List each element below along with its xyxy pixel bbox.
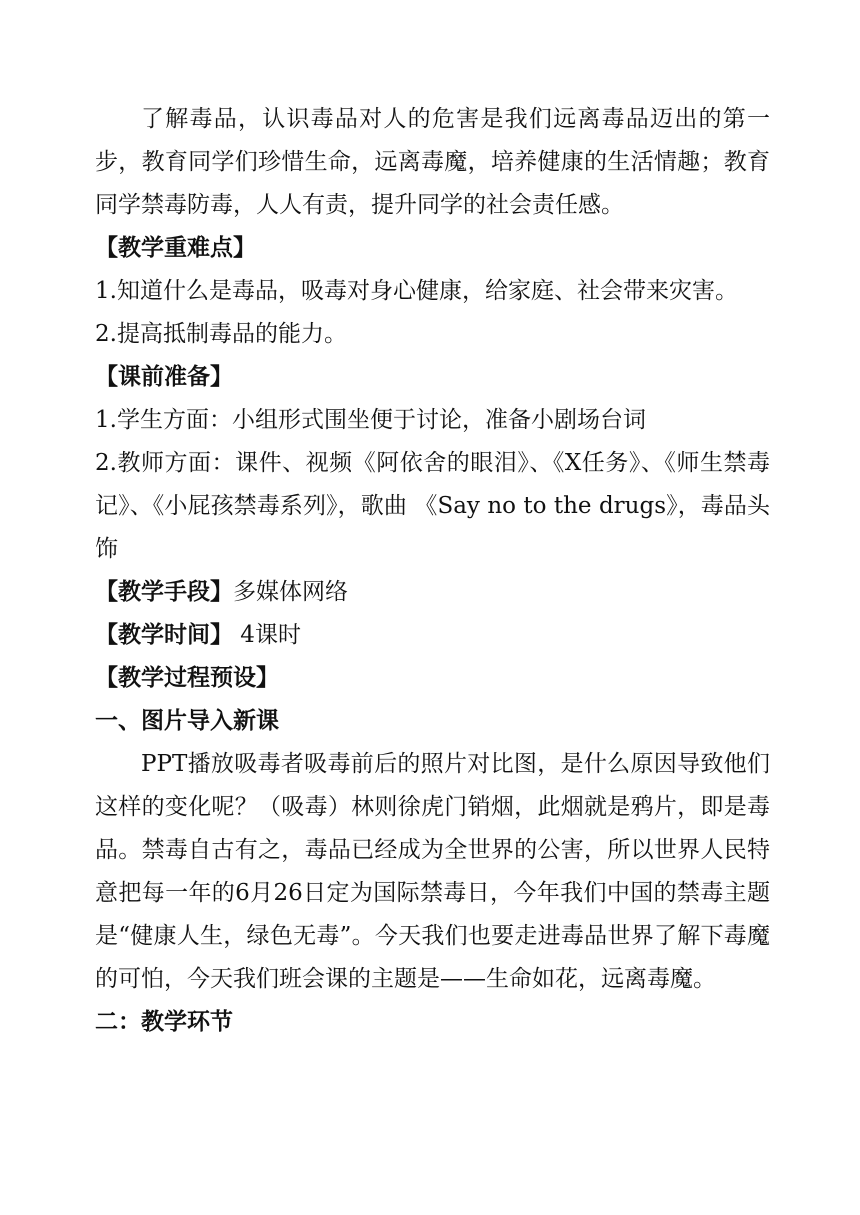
preparation-item-2: 2.教师方面：课件、视频《阿依舍的眼泪》、《X任务》、《师生禁毒记》、《小屁孩禁毒系列》，歌曲 《Say no to the drugs》，毒品头饰 bbox=[95, 450, 770, 562]
teaching-time-label: 【教学时间】 bbox=[95, 622, 233, 648]
key-point-item-1: 1.知道什么是毒品，吸毒对身心健康，给家庭、社会带来灾害。 bbox=[95, 278, 738, 304]
teaching-means-value: 多媒体网络 bbox=[233, 579, 348, 605]
teaching-time-line bbox=[95, 614, 770, 657]
preparation-heading: 【课前准备】 bbox=[95, 364, 233, 390]
document-page bbox=[95, 98, 770, 1044]
preparation-item-1: 1.学生方面：小组形式围坐便于讨论，准备小剧场台词 bbox=[95, 407, 646, 433]
teaching-means-line bbox=[95, 571, 770, 614]
section-2-title: 二：教学环节 bbox=[95, 1009, 233, 1035]
teaching-time-value: 4课时 bbox=[233, 622, 301, 648]
teaching-means-label: 【教学手段】 bbox=[95, 579, 233, 605]
key-point-item-2: 2.提高抵制毒品的能力。 bbox=[95, 321, 347, 347]
teaching-process-heading: 【教学过程预设】 bbox=[95, 665, 279, 691]
key-points-heading: 【教学重难点】 bbox=[95, 235, 256, 261]
intro-paragraph: 了解毒品，认识毒品对人的危害是我们远离毒品迈出的第一步，教育同学们珍惜生命，远离毒魔，培养健康的生活情趣；教育同学禁毒防毒，人人有责，提升同学的社会责任感。 bbox=[95, 106, 770, 218]
section-1-title: 一、图片导入新课 bbox=[95, 708, 279, 734]
section-1-paragraph: PPT播放吸毒者吸毒前后的照片对比图，是什么原因导致他们这样的变化呢？（吸毒）林则徐虎门销烟，此烟就是鸦片，即是毒品。禁毒自古有之，毒品已经成为全世界的公害，所以世界人民特意把每一年的6月26日定为国际禁毒日，今年我们中国的禁毒主题是“健康人生，绿色无毒”。今天我们也要走进毒品世界了解下毒魔的可怕，今天我们班会课的主题是——生命如花，远离毒魔。 bbox=[95, 751, 770, 992]
